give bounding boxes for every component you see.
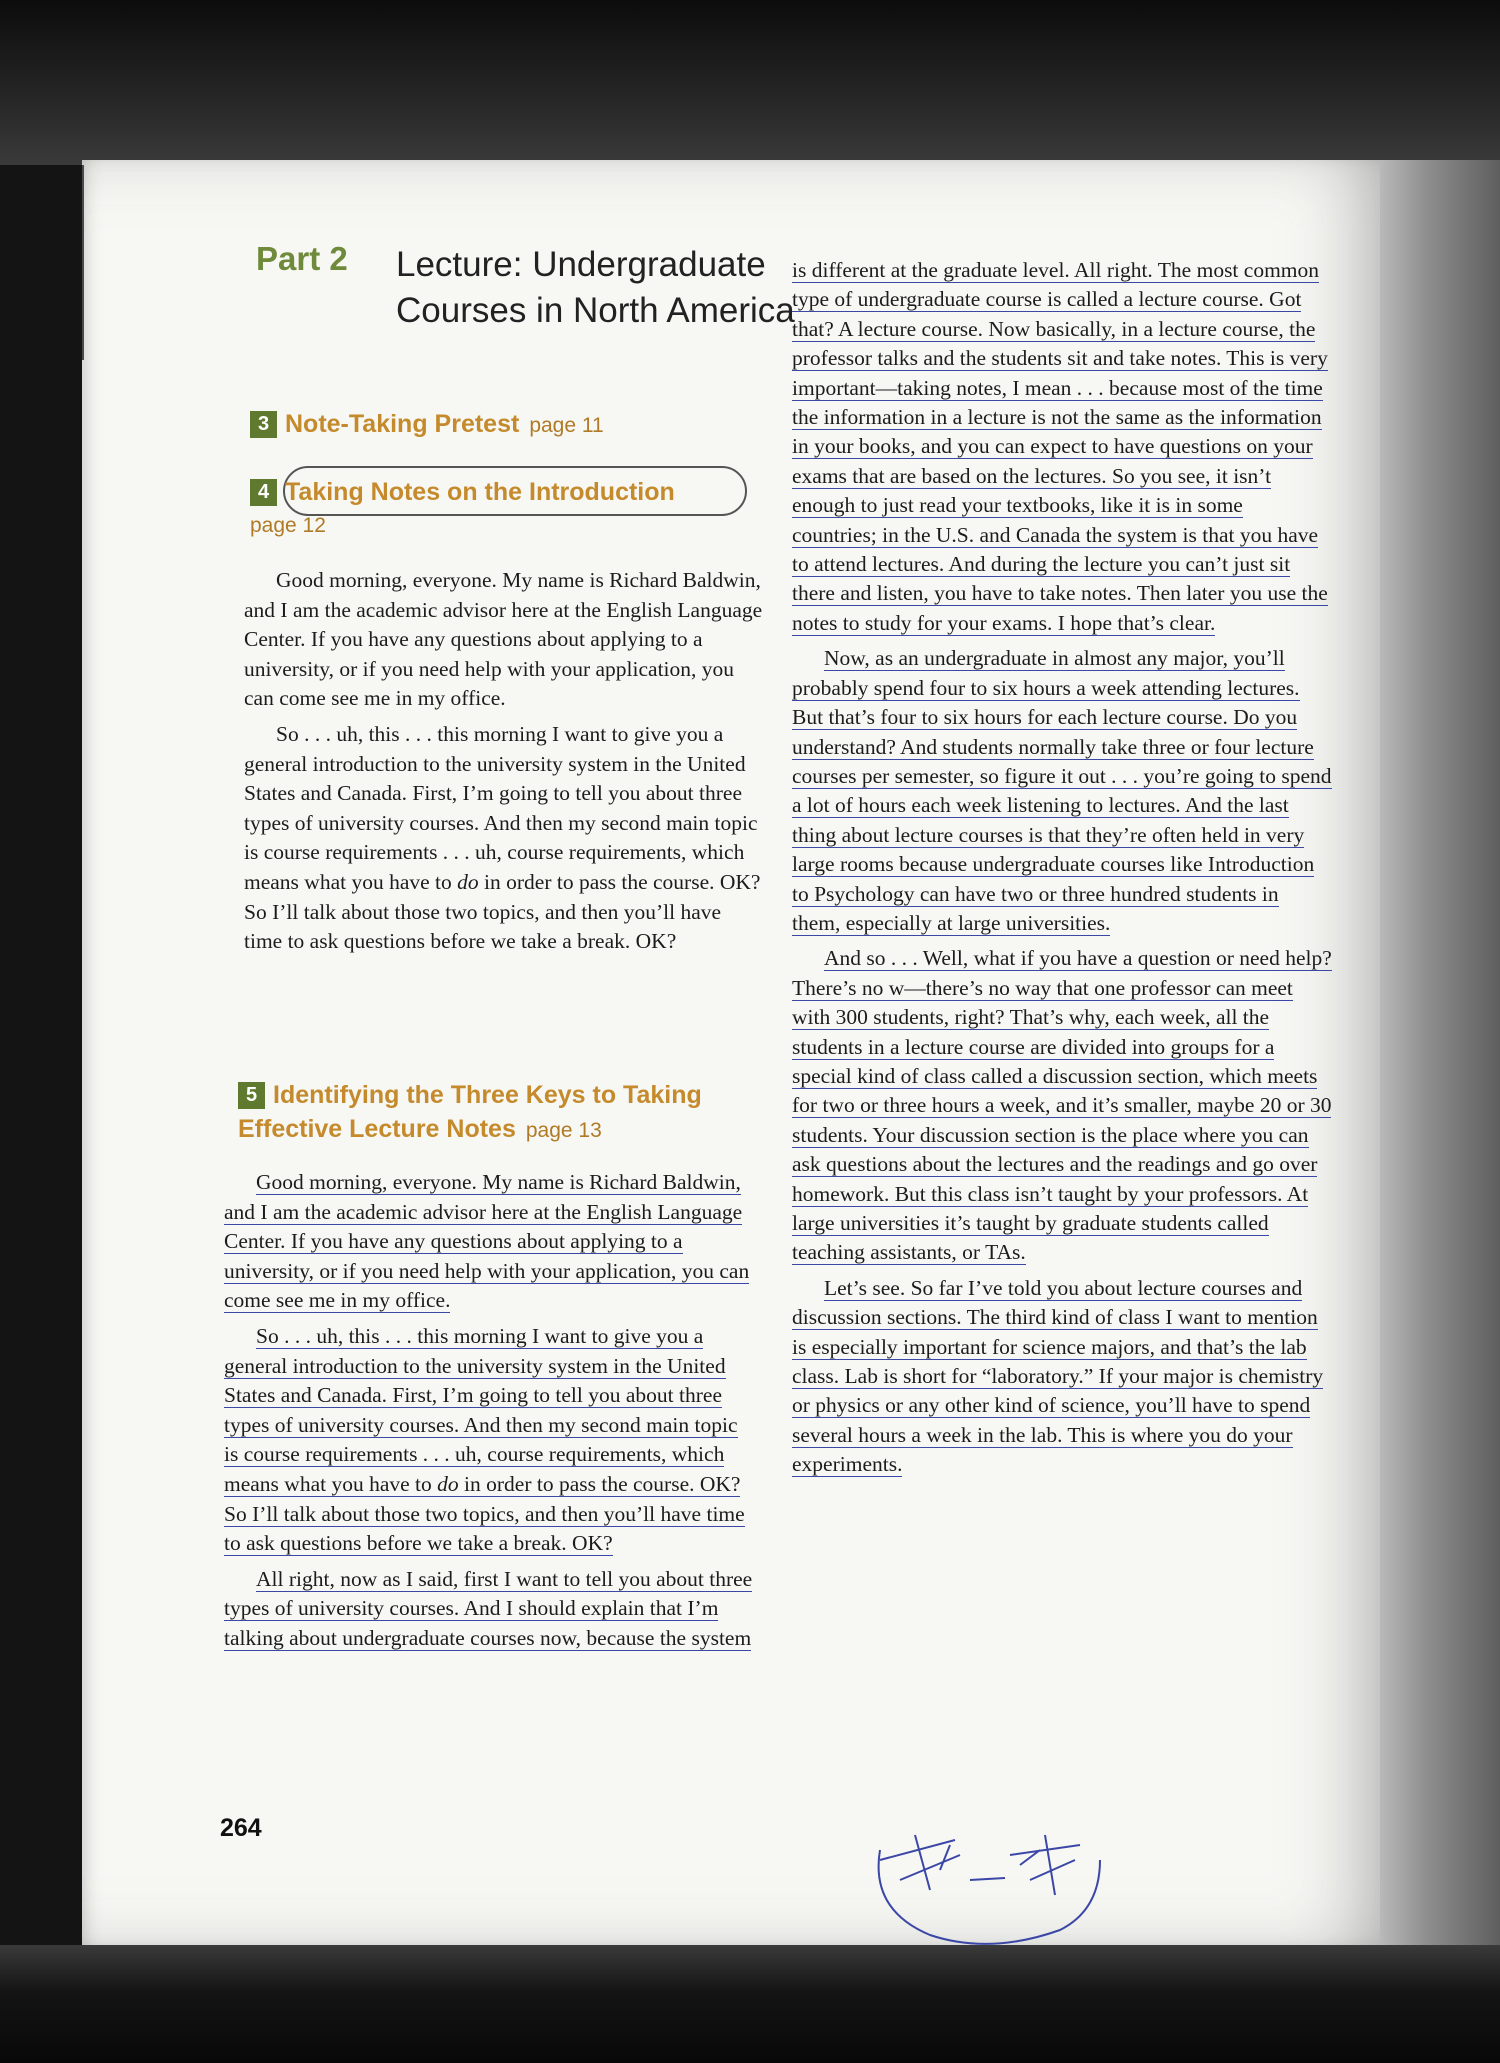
emphasis-text: do — [457, 869, 479, 894]
underlined-text: Let’s see. So far I’ve told you about lecture courses and discussion sections. The third kind of class I want to mention is especially important for science majors, and that’s the lab class. Lab is short for “laboratory.” If your major is chemistry or physics or any other kind of science, you’ll have to spend several hours a week in the lab. This is where you do your experiments. — [792, 1275, 1324, 1477]
section-heading-5 — [238, 1078, 758, 1148]
section-title: Identifying the Three Keys to Taking Effective Lecture Notes — [238, 1081, 702, 1143]
text-run: in order to pass the course. OK? So I’ll talk about those two topics, and then you’ll have time to ask questions before we take a break. OK? — [244, 869, 761, 954]
section-title: Taking Notes on the Introduction — [285, 478, 675, 506]
right-paragraph-4 — [792, 1274, 1332, 1480]
section5-paragraph-3 — [224, 1565, 754, 1654]
section-heading-4 — [250, 476, 750, 542]
book-spine-shadow — [1380, 160, 1500, 1945]
section-number: 3 — [250, 411, 277, 438]
section-heading-3 — [250, 408, 604, 442]
intro-text — [244, 566, 764, 963]
section-page-ref: page 12 — [250, 514, 326, 537]
underlined-text: is different at the graduate level. All right. The most common type of undergraduate course is called a lecture course. Got that? A lecture course. Now basically, in a lecture course, the professor talks and the students sit and take notes. This is very important—taking notes, I mean . . . because most of the time the information in a lecture is not the same as the information in your books, and you can expect to have questions on your exams that are based on the lectures. So you see, it isn’t enough to just read your textbooks, like it is in some countries; in the U.S. and Canada the system is that you have to attend lectures. And during the lecture you can’t just sit there and listen, you have to take notes. Then later you use the notes to study for your exams. I hope that’s clear. — [792, 258, 1328, 635]
section-number: 5 — [238, 1082, 265, 1109]
section5-text — [224, 1168, 754, 1660]
right-paragraph-1 — [792, 256, 1332, 638]
page-edge-mark — [82, 165, 84, 360]
underlined-text: Good morning, everyone. My name is Richard Baldwin, and I am the academic advisor here at the English Language Center. If you have any questions about applying to a university, or if you need help with your application, you can come see me in my office. — [224, 1170, 750, 1313]
right-paragraph-2 — [792, 644, 1332, 938]
underlined-text: All right, now as I said, first I want to tell you about three types of university courses. And I should explain that I’m talking about undergraduate courses now, because the system — [224, 1566, 753, 1650]
section5-paragraph-1 — [224, 1168, 754, 1316]
underlined-text: in order to pass the course. OK? So I’ll talk about those two topics, and then you’ll have time to ask questions before we take a break. OK? — [224, 1471, 745, 1556]
text-run: So . . . uh, this . . . this morning I want to give you a general introduction to the university system in the United States and Canada. First, I’m going to tell you about three types of university courses. And then my second main topic is course requirements . . . uh, course requirements, which means what you have to — [244, 721, 758, 894]
right-column-text — [792, 256, 1332, 1486]
part-label: Part 2 — [256, 240, 348, 277]
section5-paragraph-2 — [224, 1322, 754, 1559]
underlined-text: So . . . uh, this . . . this morning I want to give you a general introduction to the university system in the United States and Canada. First, I’m going to tell you about three types of university courses. And then my second main topic is course requirements . . . uh, course requirements, which means what you have to — [224, 1323, 738, 1496]
section-title: Note-Taking Pretest — [285, 410, 520, 438]
section-page-ref: page 13 — [525, 1119, 602, 1142]
scan-top-edge — [0, 0, 1500, 165]
right-paragraph-3 — [792, 944, 1332, 1267]
intro-paragraph-2 — [244, 720, 764, 957]
scan-bottom-edge — [0, 1945, 1500, 2063]
emphasis-text: do — [437, 1471, 459, 1496]
section-page-ref: page 11 — [529, 414, 604, 437]
intro-paragraph-1: Good morning, everyone. My name is Richard Baldwin, and I am the academic advisor here at the English Language Center. If you have any questions about applying to a university, or if you need help with your application, you can come see me in my office. — [244, 568, 763, 711]
pen-doodle-icon — [860, 1820, 1120, 1950]
underlined-text: Now, as an undergraduate in almost any major, you’ll probably spend four to six hours a week attending lectures. But that’s four to six hours for each lecture course. Do you understand? And students normally take three or four lecture courses per semester, so figure it out . . . you’re going to spend a lot of hours each week listening to lectures. And the last thing about lecture courses is that they’re often held in very large rooms because undergraduate courses like Introduction to Psychology can have two or three hundred students in them, especially at large universities. — [792, 646, 1332, 935]
page-title: Lecture: Undergraduate Courses in North America — [396, 245, 795, 330]
page-number: 264 — [220, 1814, 262, 1842]
underlined-text: And so . . . Well, what if you have a question or need help? There’s no w—there’s no way that one professor can meet with 300 students, right? That’s why, each week, all the students in a lecture course are divided into groups for a special kind of class called a discussion section, which meets for two or three hours a week, and it’s smaller, maybe 20 or 30 students. Your discussion section is the place where you can ask questions about the lectures and the readings and go over homework. But this class isn’t taught by your professors. At large universities it’s taught by graduate students called teaching assistants, or TAs. — [792, 946, 1332, 1265]
section-number: 4 — [250, 479, 277, 506]
